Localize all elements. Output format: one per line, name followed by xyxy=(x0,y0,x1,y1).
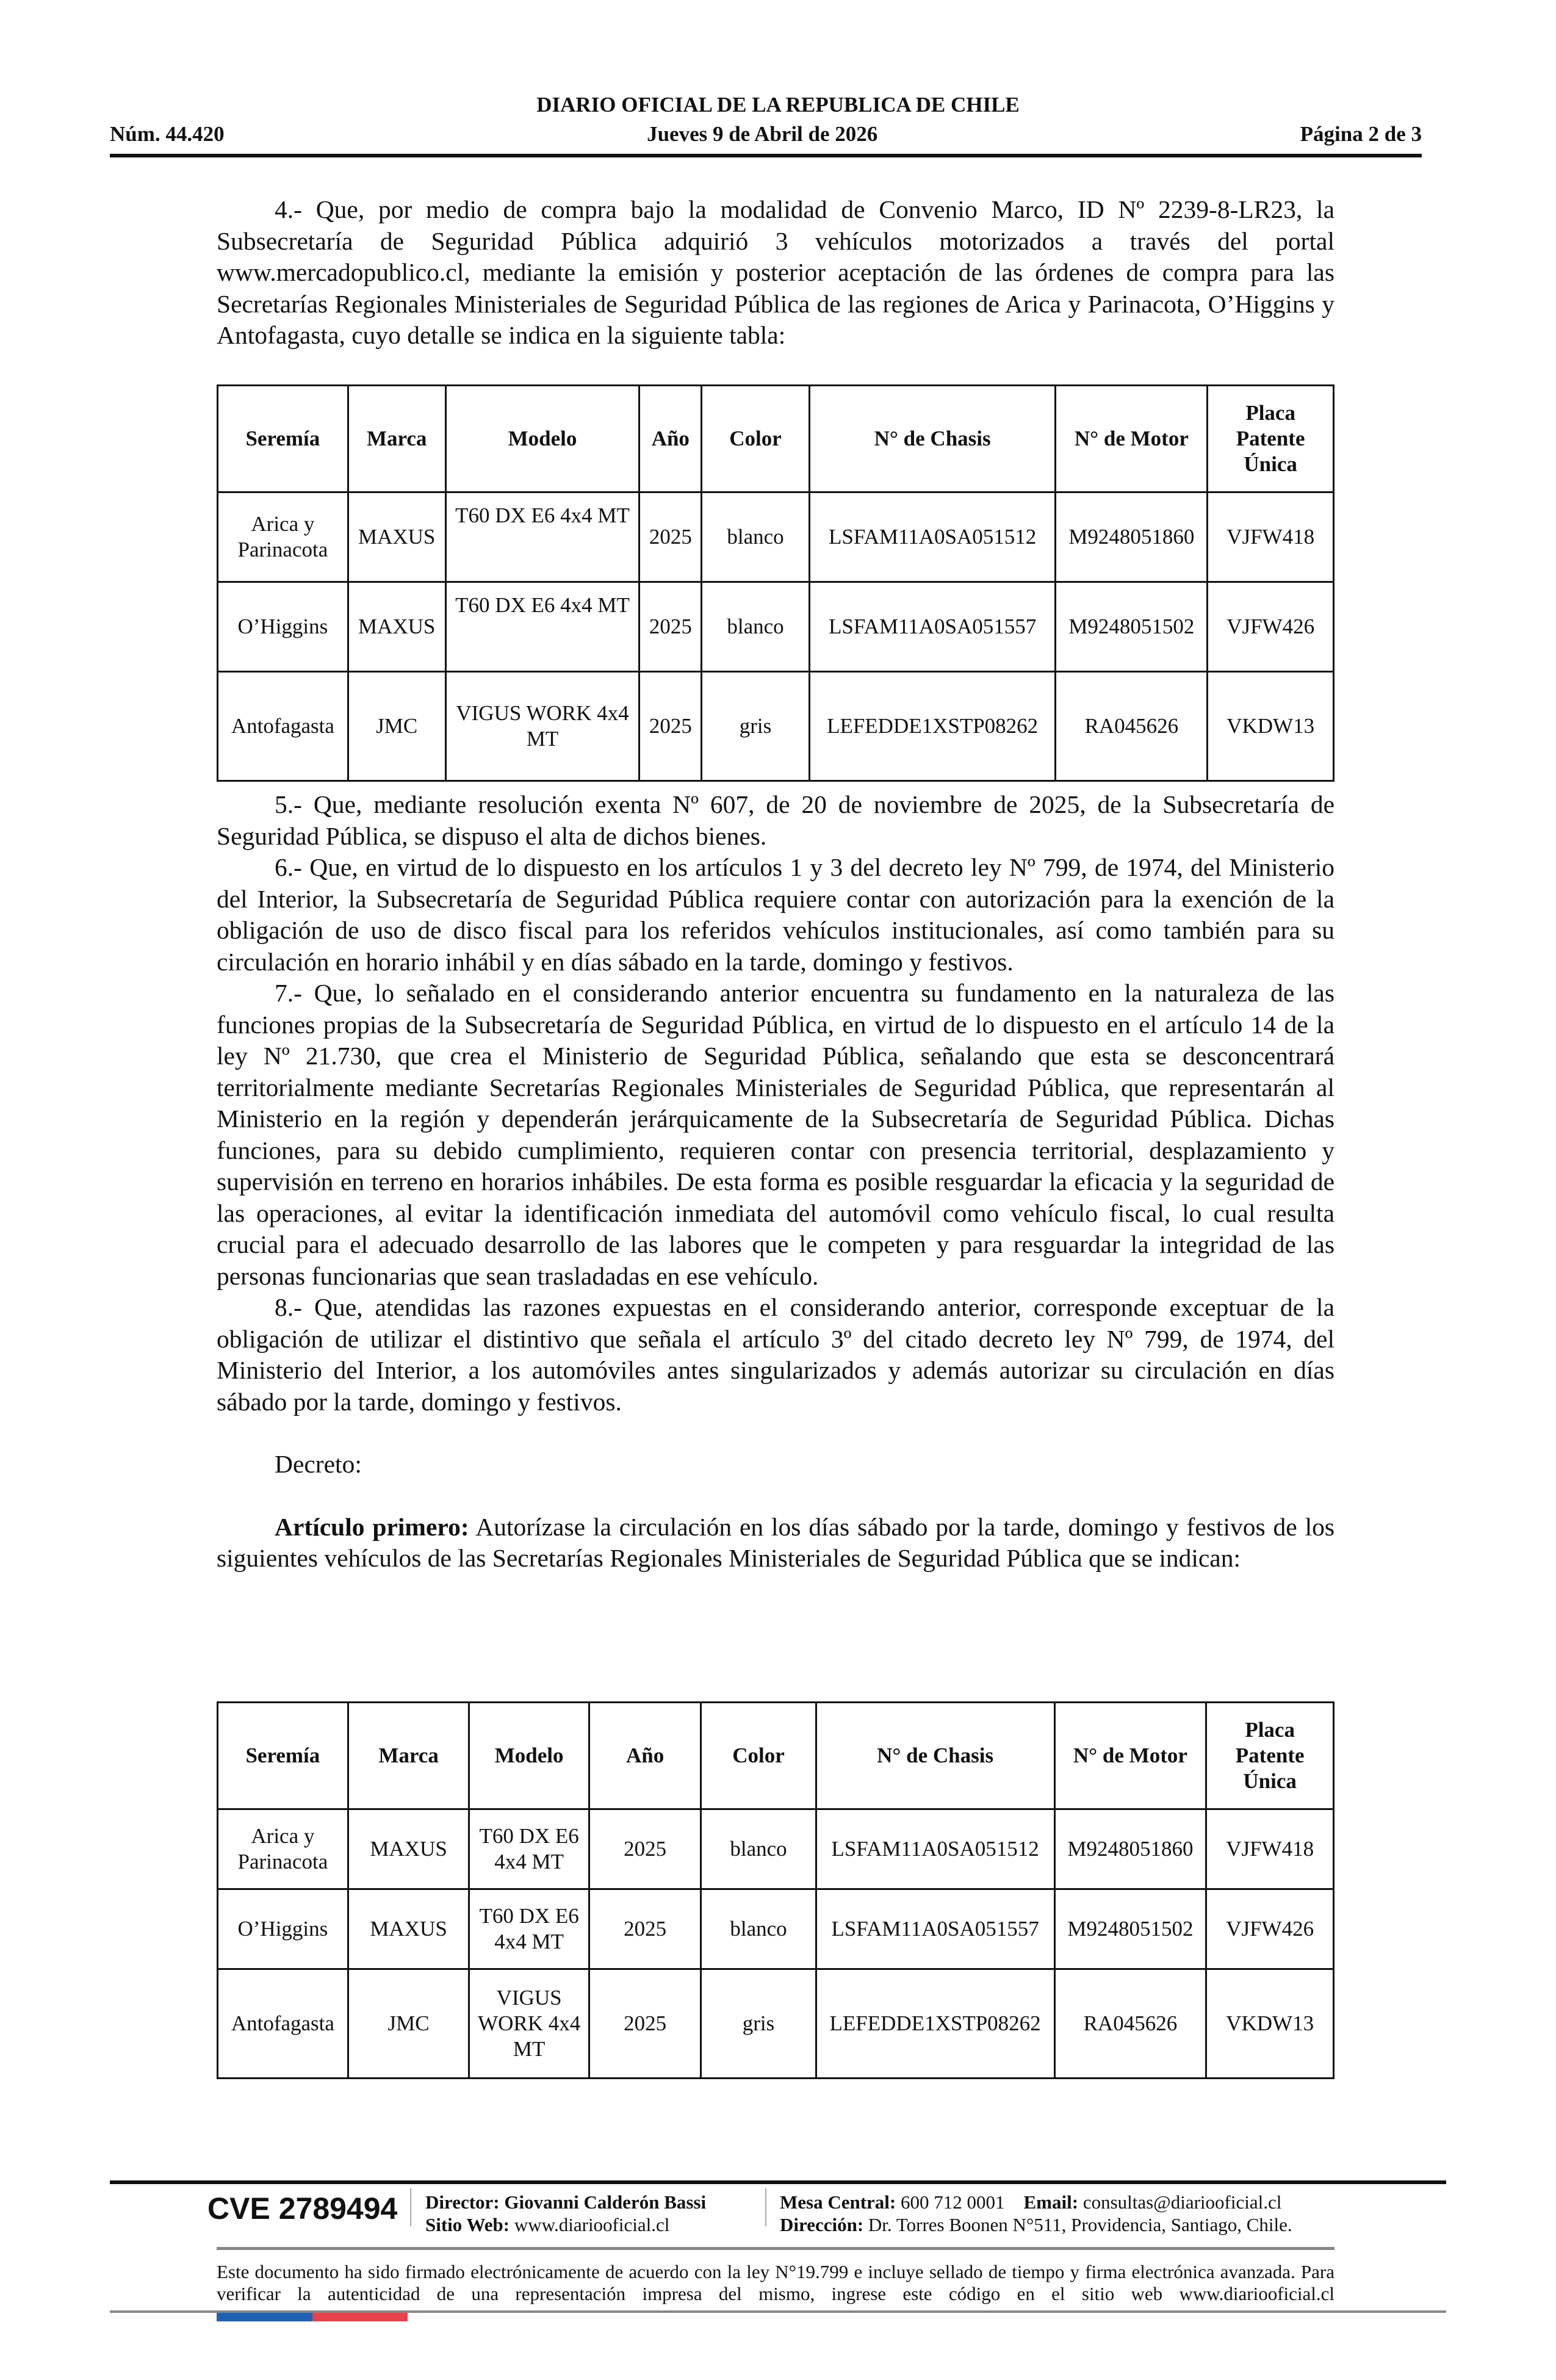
table-cell: VJFW426 xyxy=(1208,582,1334,672)
table-cell: Arica y Parinacota xyxy=(218,492,348,582)
table-cell: VJFW418 xyxy=(1206,1809,1334,1889)
table-cell: MAXUS xyxy=(348,1809,469,1889)
column-header: N° de Motor xyxy=(1056,386,1208,492)
email-link[interactable]: consultas@diariooficial.cl xyxy=(1082,2191,1282,2213)
table-row xyxy=(218,492,1334,582)
table-cell: 2025 xyxy=(589,1809,701,1889)
paragraph-5: 5.- Que, mediante resolución exenta Nº 607, de 20 de noviembre de 2025, de la Subsecretaría de Seguridad Pública, se dispuso el alta de dichos bienes. xyxy=(217,790,1334,850)
table-cell: gris xyxy=(701,1969,816,2079)
table-cell: T60 DX E6 4x4 MT xyxy=(469,1889,589,1969)
flag-stripe-red xyxy=(312,2313,408,2321)
address: Dr. Torres Boonen N°511, Providencia, Santiago, Chile. xyxy=(868,2214,1292,2235)
table-cell: Antofagasta xyxy=(218,672,348,781)
article-1-text: Autorízase la circulación en los días sábado por la tarde, domingo y festivos de los siguientes vehículos de las Secretarías Regionales Ministeriales de Seguridad Pública que se indican: xyxy=(217,1512,1334,1572)
column-header: Placa Patente Única xyxy=(1206,1703,1334,1809)
table-cell: RA045626 xyxy=(1054,1969,1206,2079)
email-label: Email: xyxy=(1023,2191,1079,2213)
page-indicator: Página 2 de 3 xyxy=(1300,122,1422,146)
table-cell: RA045626 xyxy=(1056,672,1208,781)
table-cell: blanco xyxy=(702,582,810,672)
table-cell: O’Higgins xyxy=(218,582,348,672)
table-cell: Arica y Parinacota xyxy=(218,1809,348,1889)
column-header: Placa Patente Única xyxy=(1208,386,1334,492)
phone-number: 600 712 0001 xyxy=(901,2191,1005,2213)
column-header: N° de Chasis xyxy=(816,1703,1054,1809)
considerations-block xyxy=(217,789,1334,1574)
table-cell: VIGUS WORK 4x4 MT xyxy=(469,1969,589,2079)
table-cell: VJFW426 xyxy=(1206,1889,1334,1969)
table-cell: JMC xyxy=(348,1969,469,2079)
director-name: Giovanni Calderón Bassi xyxy=(504,2191,707,2213)
table-cell: 2025 xyxy=(589,1969,701,2079)
footer-divider-2 xyxy=(217,2247,1334,2250)
article-1 xyxy=(217,1512,1334,1574)
table-header-row xyxy=(218,386,1334,492)
column-header: Modelo xyxy=(445,386,639,492)
table-row xyxy=(218,1969,1334,2079)
table-cell: MAXUS xyxy=(348,492,445,582)
table-cell: T60 DX E6 4x4 MT xyxy=(445,582,639,672)
table-cell: JMC xyxy=(348,672,445,781)
table-cell: LEFEDDE1XSTP08262 xyxy=(816,1969,1054,2079)
footer-separator xyxy=(765,2188,766,2226)
table-cell: M9248051860 xyxy=(1056,492,1208,582)
table-row xyxy=(218,672,1334,781)
table-cell: MAXUS xyxy=(348,1889,469,1969)
table-cell: T60 DX E6 4x4 MT xyxy=(445,492,639,582)
column-header: Marca xyxy=(348,386,445,492)
table-cell: 2025 xyxy=(639,492,702,582)
column-header: Seremía xyxy=(218,1703,348,1809)
table-cell: gris xyxy=(702,672,810,781)
table-cell: LSFAM11A0SA051557 xyxy=(816,1889,1054,1969)
table-cell: VKDW13 xyxy=(1206,1969,1334,2079)
table-cell: M9248051502 xyxy=(1054,1889,1206,1969)
paragraph-8: 8.- Que, atendidas las razones expuestas en el considerando anterior, corresponde exceptuar de la obligación de utilizar el distintivo que señala el artículo 3º del citado decreto ley Nº 799, de 1974, del Ministerio del Interior, a los automóviles antes singularizados y además autorizar su circulación en días sábado por la tarde, domingo y festivos. xyxy=(217,1293,1334,1416)
cve-code: CVE 2789494 xyxy=(207,2191,398,2226)
table-cell: LSFAM11A0SA051557 xyxy=(809,582,1056,672)
table-cell: blanco xyxy=(701,1809,816,1889)
paragraph-4-block xyxy=(217,194,1334,352)
address-label: Dirección: xyxy=(780,2214,864,2235)
paragraph-6: 6.- Que, en virtud de lo dispuesto en los artículos 1 y 3 del decreto ley Nº 799, de 1974, del Ministerio del Interior, la Subsecretaría de Seguridad Pública requiere contar con autorización para la exención de la obligación de uso de disco fiscal para los referidos vehículos institucionales, así como también para su circulación en horario inhábil y en días sábado en la tarde, domingo y festivos. xyxy=(217,853,1334,976)
table-cell: LEFEDDE1XSTP08262 xyxy=(809,672,1056,781)
vehicles-table-1 xyxy=(217,384,1334,782)
table-cell: 2025 xyxy=(639,582,702,672)
legal-notice: Este documento ha sido firmado electrónicamente de acuerdo con la ley N°19.799 e incluye sellado de tiempo y firma electrónica avanzada. Para verificar la autenticidad de una representación impresa del mismo, ingrese este código en el sitio web www.diariooficial.cl xyxy=(217,2261,1334,2304)
footer-separator xyxy=(410,2188,411,2226)
issue-number: Núm. 44.420 xyxy=(110,122,225,146)
flag-stripe-blue xyxy=(217,2313,312,2321)
table-cell: T60 DX E6 4x4 MT xyxy=(469,1809,589,1889)
table-cell: LSFAM11A0SA051512 xyxy=(809,492,1056,582)
director-label: Director: xyxy=(425,2191,500,2213)
footer-director-block xyxy=(425,2191,706,2236)
website-label: Sitio Web: xyxy=(425,2214,510,2235)
paragraph-4: 4.- Que, por medio de compra bajo la modalidad de Convenio Marco, ID Nº 2239-8-LR23, la Subsecretaría de Seguridad Pública adquirió 3 vehículos motorizados a través del portal www.mercadopublico.cl, mediante la emisión y posterior aceptación de las órdenes de compra para las Secretarías Regionales Ministeriales de Seguridad Pública de las regiones de Arica y Parinacota, O’Higgins y Antofagasta, cuyo detalle se indica en la siguiente tabla: xyxy=(217,195,1334,349)
vehicles-table-2 xyxy=(217,1701,1334,2079)
paragraph-7: 7.- Que, lo señalado en el considerando anterior encuentra su fundamento en la naturaleza de las funciones propias de la Subsecretaría de Seguridad Pública, en virtud de lo dispuesto en el artículo 14 de la ley Nº 21.730, que crea el Ministerio de Seguridad Pública, señalando que esta se desconcentrará territorialmente mediante Secretarías Regionales Ministeriales de Seguridad Pública, que representarán al Ministerio en la región y dependerán jerárquicamente de la Subsecretaría de Seguridad Pública. Dichas funciones, para su debido cumplimiento, requieren contar con presencia territorial, desplazamiento y supervisión en terreno en horarios inhábiles. De esta forma es posible resguardar la eficacia y la seguridad de las operaciones, al evitar la identificación inmediata del automóvil como vehículo fiscal, lo cual resulta crucial para el adecuado desarrollo de las labores que le competen y para resguardar la integridad de las personas funcionarias que sean trasladadas en ese vehículo. xyxy=(217,979,1334,1290)
table-row xyxy=(218,582,1334,672)
table-cell: VIGUS WORK 4x4 MT xyxy=(445,672,639,781)
table-header-row xyxy=(218,1703,1334,1809)
table-cell: VJFW418 xyxy=(1208,492,1334,582)
column-header: Color xyxy=(702,386,810,492)
column-header: Marca xyxy=(348,1703,469,1809)
article-1-label: Artículo primero: xyxy=(275,1512,469,1541)
table-cell: 2025 xyxy=(589,1889,701,1969)
table-row xyxy=(218,1889,1334,1969)
header-divider xyxy=(110,154,1422,157)
footer-contact-block xyxy=(780,2191,1292,2236)
table-cell: Antofagasta xyxy=(218,1969,348,2079)
phone-label: Mesa Central: xyxy=(780,2191,896,2213)
table-cell: M9248051502 xyxy=(1056,582,1208,672)
newspaper-title: DIARIO OFICIAL DE LA REPUBLICA DE CHILE xyxy=(536,93,1020,117)
column-header: N° de Motor xyxy=(1054,1703,1206,1809)
table-cell: M9248051860 xyxy=(1054,1809,1206,1889)
column-header: Color xyxy=(701,1703,816,1809)
table-cell: blanco xyxy=(702,492,810,582)
column-header: N° de Chasis xyxy=(809,386,1056,492)
column-header: Modelo xyxy=(469,1703,589,1809)
column-header: Año xyxy=(639,386,702,492)
column-header: Seremía xyxy=(218,386,348,492)
table-cell: blanco xyxy=(701,1889,816,1969)
column-header: Año xyxy=(589,1703,701,1809)
header-row xyxy=(110,122,1422,146)
table-cell: VKDW13 xyxy=(1208,672,1334,781)
table-cell: MAXUS xyxy=(348,582,445,672)
issue-date: Jueves 9 de Abril de 2026 xyxy=(647,122,878,146)
footer-divider xyxy=(110,2180,1446,2184)
table-row xyxy=(218,1809,1334,1889)
decreto-heading: Decreto: xyxy=(275,1450,362,1478)
table-cell: LSFAM11A0SA051512 xyxy=(816,1809,1054,1889)
table-cell: O’Higgins xyxy=(218,1889,348,1969)
website-link[interactable]: www.diariooficial.cl xyxy=(514,2214,670,2235)
table-cell: 2025 xyxy=(639,672,702,781)
